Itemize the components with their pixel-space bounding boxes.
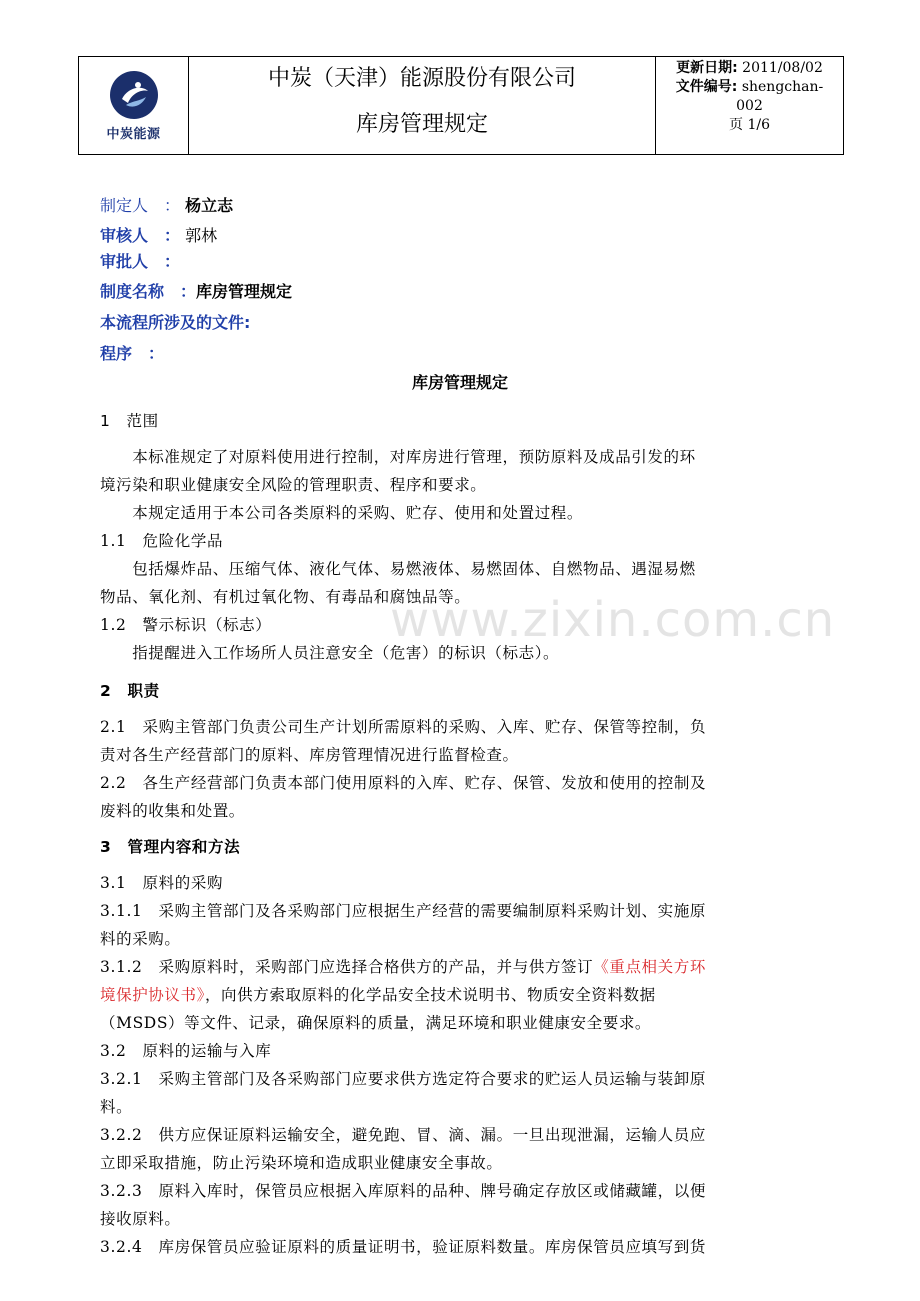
paragraph-line: 立即采取措施，防止污染环境和造成职业健康安全事故。 [100, 1154, 503, 1172]
paragraph-line: 2.2 各生产经营部门负责本部门使用原料的入库、贮存、保管、发放和使用的控制及 [100, 774, 707, 792]
paragraph-line: 物品、氧化剂、有机过氧化物、有毒品和腐蚀品等。 [100, 588, 471, 606]
paragraph-line: 本规定适用于本公司各类原料的采购、贮存、使用和处置过程。 [100, 504, 584, 522]
paragraph-line: 废料的收集和处置。 [100, 802, 245, 820]
doc-number: 文件编号: shengchan- [675, 79, 824, 95]
company-logo-icon [108, 69, 160, 121]
paragraph-line: 境保护协议书》，向供方索取原料的化学品安全技术说明书、物质安全资料数据 [100, 986, 656, 1004]
doc-number-cont: 002 [736, 98, 763, 114]
paragraph-line: 3.2.3 原料入库时，保管员应根据入库原料的品种、牌号确定存放区或储藏罐，以便 [100, 1182, 706, 1200]
watermark: www.zixin.com.cn [390, 592, 836, 648]
section-1-2-heading: 1.2 警示标识（标志） [100, 616, 272, 634]
document-header [78, 56, 844, 155]
paragraph-line: 本标准规定了对原料使用进行控制，对库房进行管理，预防原料及成品引发的环 [100, 448, 696, 466]
paragraph-line: 2.1 采购主管部门负责公司生产计划所需原料的采购、入库、贮存、保管等控制，负 [100, 718, 707, 736]
paragraph-line: 料。 [100, 1098, 133, 1116]
section-2-heading: 2 职责 [100, 682, 160, 700]
agreement-link-cont[interactable]: 境保护协议书》 [100, 986, 205, 1004]
section-1-heading: 1 范围 [100, 412, 159, 430]
logo-text: 中炭能源 [106, 127, 161, 142]
paragraph-line: 接收原料。 [100, 1210, 181, 1228]
paragraph-line: 3.1.2 采购原料时，采购部门应选择合格供方的产品，并与供方签订《重点相关方环 [100, 958, 706, 976]
paragraph-line: 境污染和职业健康安全风险的管理职责、程序和要求。 [100, 476, 487, 494]
header-doc-title: 库房管理规定 [355, 112, 488, 137]
page-number: 页 1/6 [729, 117, 770, 133]
doc-title: 库房管理规定 [411, 373, 508, 392]
paragraph-line: 3.2.1 采购主管部门及各采购部门应要求供方选定符合要求的贮运人员运输与装卸原 [100, 1070, 706, 1088]
reviewer-row: 审核人 ： 郭林 [100, 226, 218, 245]
maker-row: 制定人 ： 杨立志 [100, 196, 234, 215]
paragraph-line: 指提醒进入工作场所人员注意安全（危害）的标识（标志）。 [100, 644, 560, 662]
paragraph-line: 3.2.2 供方应保证原料运输安全，避免跑、冒、滴、漏。一旦出现泄漏，运输人员应 [100, 1126, 706, 1144]
name-row: 制度名称 ：库房管理规定 [100, 282, 293, 301]
header-title-cell [189, 57, 656, 154]
approver-row: 审批人 ： [100, 252, 181, 271]
section-3-2-heading: 3.2 原料的运输与入库 [100, 1042, 272, 1060]
company-name: 中炭（天津）能源股份有限公司 [267, 66, 576, 91]
section-3-1-heading: 3.1 原料的采购 [100, 874, 224, 892]
header-meta-cell [656, 57, 843, 154]
paragraph-line: 3.2.4 库房保管员应验证原料的质量证明书，验证原料数量。库房保管员应填写到货 [100, 1238, 706, 1256]
paragraph-line: 料的采购。 [100, 930, 181, 948]
agreement-link[interactable]: 《重点相关方环 [593, 958, 706, 976]
section-1-1-heading: 1.1 危险化学品 [100, 532, 224, 550]
paragraph-line: （MSDS）等文件、记录，确保原料的质量，满足环境和职业健康安全要求。 [100, 1014, 652, 1032]
files-row: 本流程所涉及的文件: [100, 313, 251, 332]
update-date: 更新日期: 2011/08/02 [676, 60, 823, 76]
paragraph-line: 责对各生产经营部门的原料、库房管理情况进行监督检查。 [100, 746, 519, 764]
program-row: 程序 ： [100, 344, 165, 363]
logo [79, 57, 189, 154]
section-3-heading: 3 管理内容和方法 [100, 838, 241, 856]
paragraph-line: 3.1.1 采购主管部门及各采购部门应根据生产经营的需要编制原料采购计划、实施原 [100, 902, 706, 920]
paragraph-line: 包括爆炸品、压缩气体、液化气体、易燃液体、易燃固体、自燃物品、遇湿易燃 [100, 560, 696, 578]
